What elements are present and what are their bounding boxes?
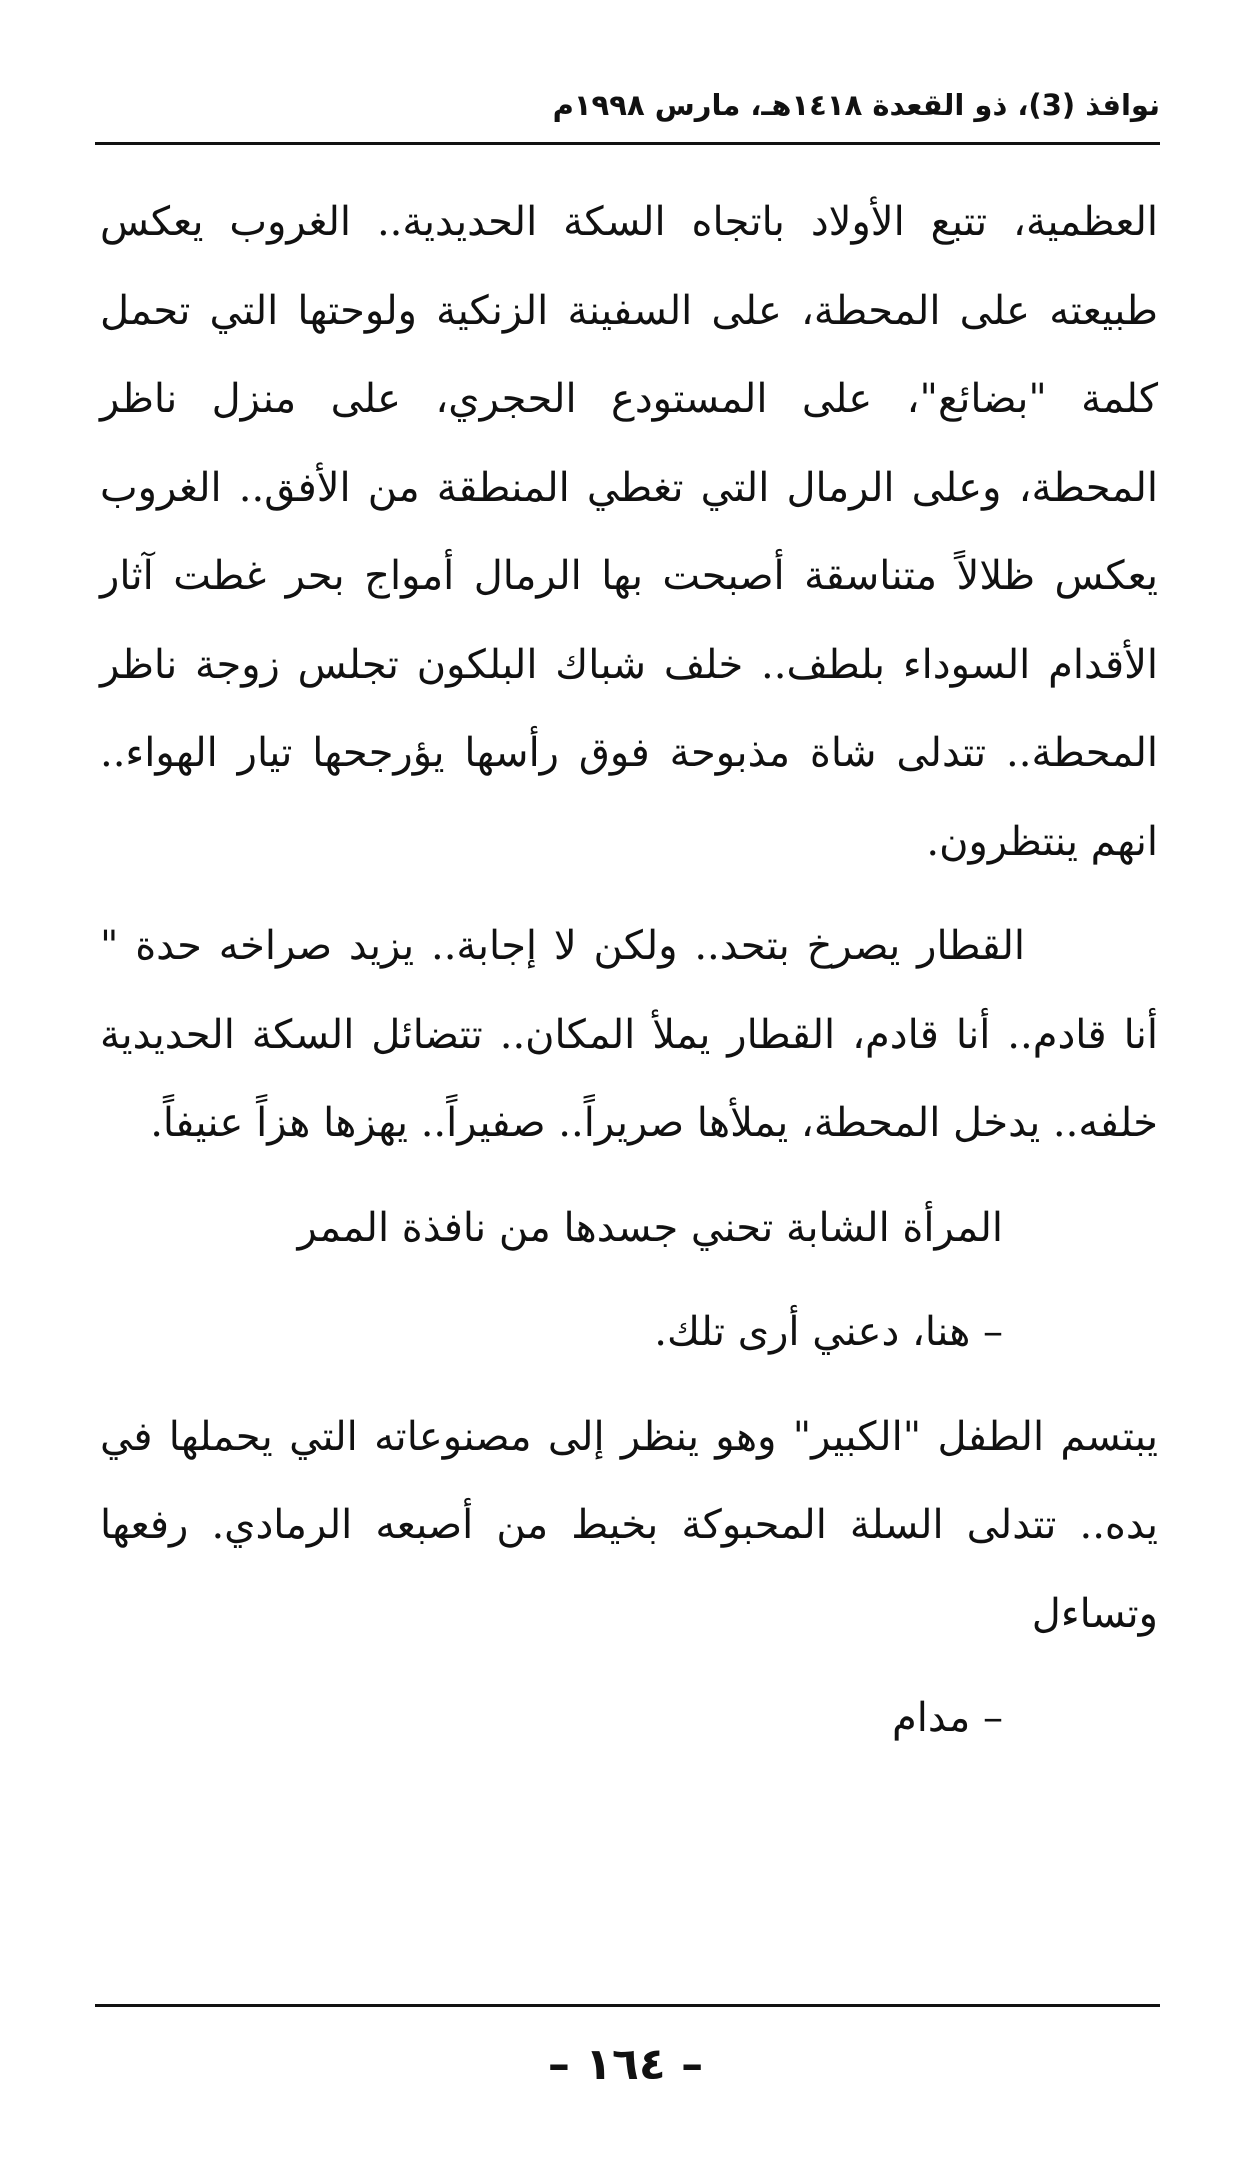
page-number: – ١٦٤ –: [547, 2039, 704, 2090]
dialogue-line-2: – مدام: [891, 1695, 1003, 1741]
paragraph-3: المرأة الشابة تحني جسدها من نافذة الممر: [297, 1204, 1003, 1251]
footer-divider: [95, 2004, 1160, 2007]
paragraph-2: القطار يصرخ بتحد.. ولكن لا إجابة.. يزيد صراخه حدة " أنا قادم.. أنا قادم، القطار يملأ المكان.. تتضائل السكة الحديدية خلفه.. يدخل المحطة، يملأها صريراً.. صفيراً.. يهزها هزاً عنيفاً.: [100, 923, 1158, 1146]
dialogue-line-1: – هنا، دعني أرى تلك.: [654, 1309, 1003, 1355]
page-body: [100, 178, 1158, 1763]
paragraph-1: العظمية، تتبع الأولاد باتجاه السكة الحديدية.. الغروب يعكس طبيعته على المحطة، على السفينة الزنكية ولوحتها التي تحمل كلمة "بضائع"، على المستودع الحجري، على منزل ناظر المحطة، وعلى الرمال التي تغطي المنطقة من الأفق.. الغروب يعكس ظلالاً متناسقة أصبحت بها الرمال أمواج بحر غطت آثار الأقدام السوداء بلطف.. خلف شباك البلكون تجلس زوجة ناظر المحطة.. تتدلى شاة مذبوحة فوق رأسها يؤرجحها تيار الهواء.. انهم ينتظرون.: [100, 199, 1158, 865]
paragraph-4: يبتسم الطفل "الكبير" وهو ينظر إلى مصنوعاته التي يحملها في يده.. تتدلى السلة المحبوكة بخيط من أصبعه الرمادي. رفعها وتساءل: [100, 1413, 1158, 1637]
header-divider: [95, 142, 1160, 145]
running-header: نوافذ (3)، ذو القعدة ١٤١٨هـ، مارس ١٩٩٨م: [552, 88, 1160, 122]
